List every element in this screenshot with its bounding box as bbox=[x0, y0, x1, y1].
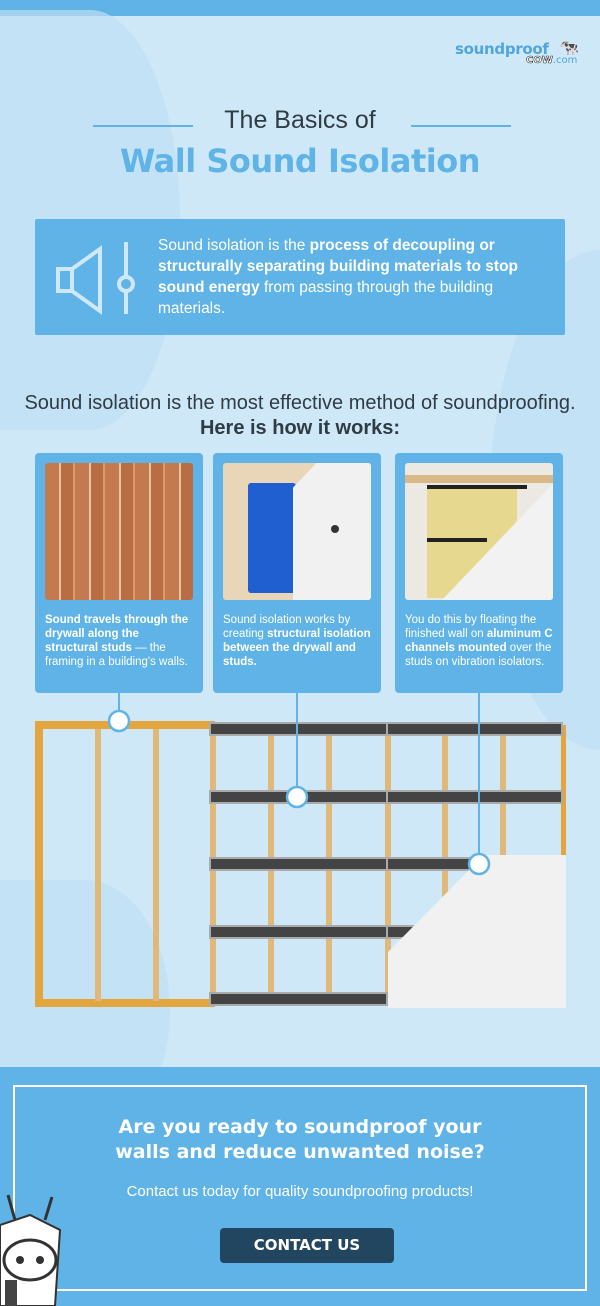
card-text: Sound travels through the drywall along the structural studs — the framing in a building's walls. bbox=[45, 614, 189, 668]
c-channel bbox=[210, 926, 387, 938]
cta-subtext: Contact us today for quality soundproofing products! bbox=[126, 1183, 474, 1200]
callout-marker bbox=[109, 711, 129, 731]
c-channel bbox=[387, 791, 562, 803]
wall-frame bbox=[39, 725, 215, 1003]
callout-lines bbox=[119, 693, 479, 864]
stud bbox=[153, 729, 159, 1001]
page-kicker: The Basics of bbox=[224, 106, 376, 134]
callout-marker bbox=[469, 854, 489, 874]
contact-us-button[interactable]: CONTACT US bbox=[220, 1228, 394, 1263]
c-channel bbox=[210, 858, 387, 870]
c-channel bbox=[210, 723, 387, 735]
logo-subtext: COW.com bbox=[526, 55, 578, 66]
isolation-clip-photo bbox=[223, 463, 371, 600]
channel-wall-photo bbox=[405, 463, 553, 600]
cow-icon: 🐄 bbox=[559, 38, 579, 57]
step-card-isolation bbox=[213, 453, 381, 693]
card-text: You do this by floating the finished wall on aluminum C channels mounted over the studs on vibration isolators. bbox=[405, 614, 553, 668]
step-card-channels bbox=[395, 453, 563, 693]
logo-text: soundproof bbox=[455, 40, 549, 58]
step-card-studs bbox=[35, 453, 203, 693]
cow-mascot-icon bbox=[0, 1185, 66, 1306]
page-title: Wall Sound Isolation bbox=[120, 142, 480, 180]
section-lead: Sound isolation is the most effective method of soundproofing. Here is how it works: bbox=[24, 392, 576, 439]
c-channel bbox=[210, 993, 387, 1005]
cta-heading: Are you ready to soundproof your walls and reduce unwanted noise? bbox=[115, 1116, 485, 1163]
callout-marker bbox=[287, 787, 307, 807]
stud bbox=[95, 729, 101, 1001]
wood-studs-photo bbox=[45, 463, 193, 600]
wall-diagram bbox=[0, 690, 600, 1020]
c-channel bbox=[387, 723, 562, 735]
drywall-panel bbox=[388, 855, 566, 1008]
intro-box bbox=[35, 219, 565, 335]
card-text: Sound isolation works by creating structural isolation between the drywall and studs. bbox=[223, 614, 371, 668]
speaker-volume-icon bbox=[55, 239, 135, 319]
intro-text: Sound isolation is the process of decoupling or structurally separating building materials to stop sound energy from passing through the building materials. bbox=[158, 237, 519, 317]
brand-logo[interactable] bbox=[455, 40, 580, 70]
